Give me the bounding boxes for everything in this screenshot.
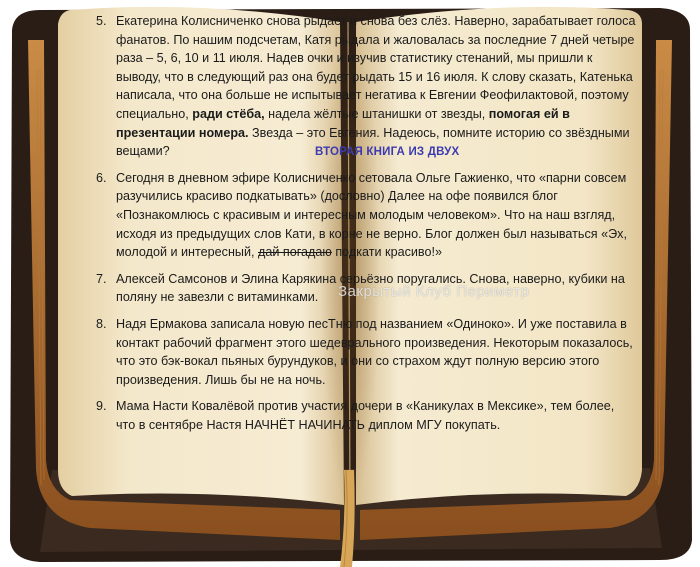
item-number: 8. xyxy=(96,316,107,331)
item-text: Мама Насти Ковалёвой против участия дочери в «Каникулах в Мексике», тем более, что в сентябре Настя НАЧНЁТ НАЧИНАТЬ диплом МГУ покупать. xyxy=(116,399,615,432)
item-text: Сегодня в дневном эфире Колисниченко сетовала Ольге Гажиенко, что «парни совсем разучились красиво подкатывать» (дословно) Далее на офе появился блог «Познакомлюсь с красивым и интересным молодым человеком». Что на наш взгляд, исходя из предыдущих слов Кати, в корне не верно. Блог должен был называться «Эх, молодой и интересный, дай погадаю подкати красиво!» xyxy=(116,170,627,260)
list-item xyxy=(96,169,636,262)
watermark: Закрытый Клуб Периметр xyxy=(338,283,530,300)
item-number: 9. xyxy=(96,399,107,414)
list-item xyxy=(96,315,636,389)
list-item xyxy=(96,12,636,161)
item-number: 7. xyxy=(96,271,107,286)
item-text: Алексей Самсонов и Элина Карякина серьёзно поругались. Снова, наверно, кубики на поляну не завезли с витаминками. xyxy=(116,271,625,305)
book-subtitle: ВТОРАЯ КНИГА ИЗ ДВУХ xyxy=(315,146,460,158)
item-text: Надя Ермакова записала новую песТню под названием «Одиноко». И уже поставила в контакт рабочий фрагмент этого шедеврального произведения. Некоторым показалось, что это бэк-вокал пьяных бурундуков, и они со страхом ждут полную версию этого произведения. Лишь бы не на ночь. xyxy=(116,316,633,387)
list-item xyxy=(96,397,636,434)
book-text xyxy=(96,12,636,442)
item-number: 5. xyxy=(96,14,107,28)
item-text: Екатерина Колисниченко снова рыдает и снова без слёз. Наверно, зарабатывает голоса фанатов. По нашим подсчетам, Катя рыдала и жаловалась за последние 7 дней четыре раза – 5, 6, 10 и 11 июля. Надев очки и изучив статистику стенаний, мы пришли к выводу, что в следующий раз она будет рыдать 15 и 16 июля. К слову сказать, Катенька написала, что она больше не испытывает негатива к Евгении Феофилактовой, поэтому специально, ради стёба, надела жёлтые штанишки от звезды, помогая ей в презентации номера. Звезда – это Евгения. Надеюсь, помните историю со звёздными вещами? xyxy=(116,14,636,159)
item-number: 6. xyxy=(96,170,107,185)
